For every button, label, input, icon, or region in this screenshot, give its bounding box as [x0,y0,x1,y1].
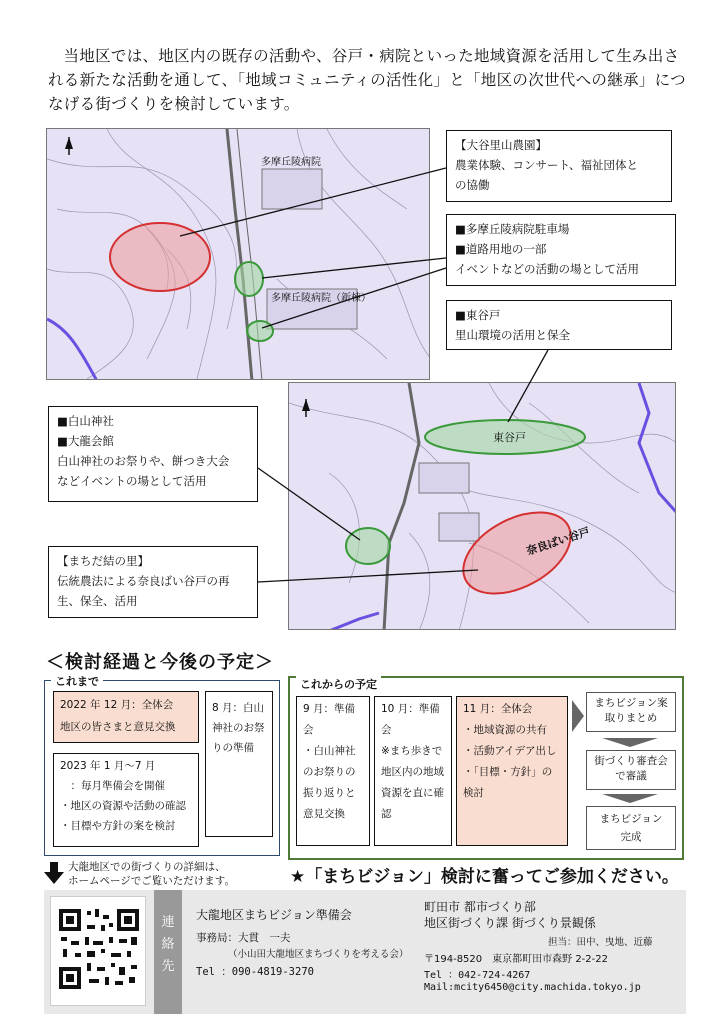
oct-line4: 資源を直に確 [381,787,444,799]
contact-side-label: 連 絡 先 [154,890,182,1014]
city-staff: 担当：田中、曳地、近藤 [548,937,653,948]
callout-hakusan-line1: ■白山神社 [57,414,114,428]
sep-line1: 9 月：準備会 [303,703,356,736]
sep-line3: のお祭りの [303,766,356,778]
nov-line4: ・「目標・方針」の [463,766,553,778]
oct-line1: 10 月：準備会 [381,703,440,736]
city-line2: 地区街づくり課 街づくり景観係 [424,916,596,930]
schedule-title: ＜検討経過と今後の予定＞ [46,652,274,673]
hospital-new-label: 多摩丘陵病院（新棟） [271,293,371,304]
sep-line4: 振り返りと [303,787,356,799]
callout-hakusan-line3: 白山神社のお祭りや、餅つき大会 [57,454,230,468]
dec2022-line2: 地区の皆さまと意見交換 [60,721,176,733]
office-sub: （小山田大龍地区まちづくりを考える会） [228,949,409,960]
oct-line5: 認 [381,808,392,820]
arrow-right-icon [570,696,586,736]
nov-line5: 検討 [463,787,484,799]
dec2022-cell [53,691,199,743]
city-line1: 町田市 都市づくり部 [424,900,536,914]
callout-otani [446,130,672,202]
nov-cell [456,696,568,846]
intro-paragraph: 当地区では、地区内の既存の活動や、谷戸・病院といった地域資源を活用して生み出される新たな活動を通して、「地域コミュニティの活性化」と「地区の次世代への継承」につなげる街づくりを検討しています。 [48,47,686,113]
callout-machida-line1: 【まちだ結の里】 [57,554,149,568]
callout-hakusan-line2: ■大龍会館 [57,434,114,448]
callout-parking [446,214,676,286]
flow-step3: まちビジョン 完成 [586,806,676,850]
sep-cell [296,696,370,846]
callout-otani-title: 【大谷里山農園】 [455,138,547,152]
callout-hakusan [48,406,258,502]
callout-higashi-line1: ■東谷戸 [455,308,501,322]
jan2023-cell [53,753,199,847]
flow-step1: まちビジョン案 取りまとめ [586,692,676,732]
nov-line1: 11 月：全体会 [463,703,533,715]
callout-machida-line3: 生、保全、活用 [57,594,138,608]
qr-code-icon [51,897,147,1007]
past-label: これまで [51,673,103,689]
callout-otani-line2: の協働 [455,178,490,192]
nov-line2: ・地域資源の共有 [463,724,547,736]
narabai-label: 奈良ばい谷戸 [524,525,592,558]
sep-line2: ・白山神社 [303,745,356,757]
callout-parking-line2: ■道路用地の一部 [455,242,547,256]
future-panel [288,676,684,860]
future-label: これからの予定 [296,676,381,692]
arrow-down-bold-icon [44,862,64,884]
jan2023-line1: 2023 年 1 月～7 月 [60,760,156,772]
oct-line2: ※まち歩きで [381,745,443,757]
homepage-note: 大龍地区での街づくりの詳細は、 ホームページでご覧いただけます。 [68,861,235,887]
org-name: 大龍地区まちビジョン準備会 [196,908,352,922]
arrow-down-icon [600,736,660,748]
city-mail[interactable]: Mail:mcity6450@city.machida.tokyo.jp [424,982,641,993]
past-panel [44,675,280,856]
oct-line3: 地区内の地域 [381,766,444,778]
jan2023-line3: ・地区の資源や活動の確認 [60,800,186,812]
callout-hakusan-line4: などイベントの場として活用 [57,474,207,488]
jan2023-line4: ・目標や方針の案を検討 [60,820,176,832]
aug-line1: 8 月：白山 [212,702,265,714]
nov-line3: ・活動アイデア出し [463,745,557,757]
arrow-down-icon-2 [600,792,660,804]
qr-code[interactable] [50,896,146,1006]
dec2022-line1: 2022 年 12 月：全体会 [60,699,174,711]
flow-step2: 街づくり審査会 で審議 [586,750,676,790]
jan2023-line2: ：毎月準備会を開催 [60,780,165,792]
callout-parking-line1: ■多摩丘陵病院駐車場 [455,222,570,236]
aug-cell [205,691,273,837]
city-tel: Tel ：042-724-4267 [424,970,531,981]
callout-higashi-line2: 里山環境の活用と保全 [455,328,570,342]
callout-machida-line2: 伝統農法による奈良ばい谷戸の再 [57,574,230,588]
call-to-action: ★「まちビジョン」検討に奮ってご参加ください。 [290,867,679,887]
city-address: 〒194-8520 東京都町田市森野 2-2-22 [424,954,608,965]
higashiyato-label: 東谷戸 [493,431,526,444]
callout-otani-line1: 農業体験、コンサート、福祉団体と [455,158,638,172]
callout-higashi [446,300,672,350]
aug-line2: 神社のお祭 [212,722,265,734]
callout-parking-line3: イベントなどの活動の場として活用 [455,262,639,276]
office-name: 事務局：大貫 一夫 [196,932,291,944]
oct-cell [374,696,452,846]
aug-line3: りの準備 [212,742,254,754]
hospital-label: 多摩丘陵病院 [261,157,321,168]
sep-line5: 意見交換 [303,808,345,820]
callout-machida [48,546,258,618]
office-tel: Tel ：090-4819-3270 [196,966,314,978]
